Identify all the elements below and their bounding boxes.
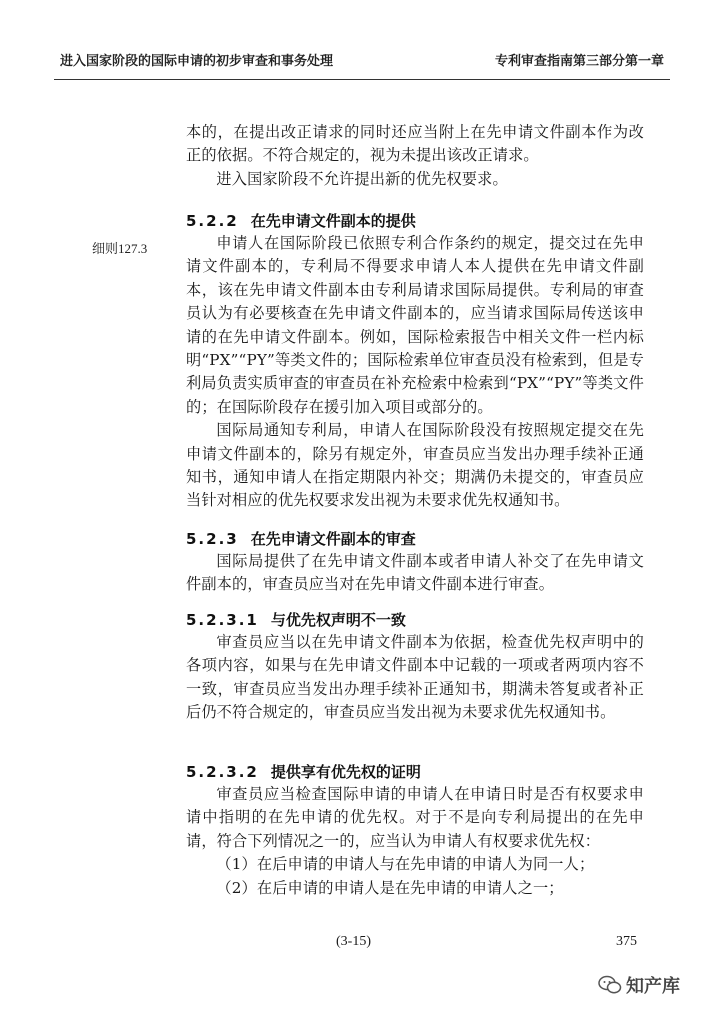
watermark [598, 972, 680, 998]
text-block-2 [186, 232, 644, 513]
section-number: 5.2.3 [186, 530, 239, 548]
paragraph: 审查员应当以在先申请文件副本为依据，检查优先权声明中的各项内容，如果与在先申请文件副本中记载的一项或者两项内容不一致，审查员应当发出办理手续补正通知书，期满未答复或者补正后仍不符合规定的，审查员应当发出视为未要求优先权通知书。 [186, 633, 644, 722]
section-heading-5-2-2 [186, 210, 416, 231]
section-title: 提供享有优先权的证明 [270, 763, 421, 781]
text-block-4 [186, 631, 644, 725]
paragraph: 国际局通知专利局，申请人在国际阶段没有按照规定提交在先申请文件副本的，除另有规定外，审查员应当发出办理手续补正通知书，通知申请人在指定期限内补交；期满仍未提交的，审查员应当针对相应的优先权要求发出视为未要求优先权通知书。 [186, 421, 644, 510]
section-number: 5.2.3.1 [186, 611, 259, 629]
section-title: 在先申请文件副本的审查 [250, 530, 416, 548]
section-heading-5-2-3-1 [186, 609, 406, 630]
text-block-3 [186, 550, 644, 597]
list-item: （1）在后申请的申请人与在先申请的申请人为同一人； [216, 855, 595, 874]
header-guide-title: 专利审查指南第三部分第一章 [494, 54, 664, 69]
section-title: 在先申请文件副本的提供 [250, 212, 416, 230]
header-chapter-title: 进入国家阶段的国际申请的初步审查和事务处理 [60, 54, 334, 69]
header-divider [54, 79, 670, 80]
paragraph: 申请人在国际阶段已依照专利合作条约的规定，提交过在先申请文件副本的，专利局不得要求申请人本人提供在先申请文件副本，该在先申请文件副本由专利局请求国际局提供。专利局的审查员认为有必要核查在先申请文件副本的，应当请求国际局传送该申请的在先申请文件副本。例如，国际检索报告中相关文件一栏内标明“PX”“PY”等类文件的；国际检索单位审查员没有检索到，但是专利局负责实质审查的审查员在补充检索中检索到“PX”“PY”等类文件的；在国际阶段存在援引加入项目或部分的。 [186, 234, 644, 416]
section-heading-5-2-3 [186, 528, 416, 549]
paragraph: 进入国家阶段不允许提出新的优先权要求。 [216, 169, 508, 188]
margin-note: 细则127.3 [92, 241, 148, 256]
page-number: 375 [616, 934, 637, 949]
list-item: （2）在后申请的申请人是在先申请的申请人之一； [216, 878, 564, 897]
section-number: 5.2.3.2 [186, 763, 259, 781]
watermark-text: 知产库 [626, 976, 680, 997]
paragraph: 国际局提供了在先申请文件副本或者申请人补交了在先申请文件副本的，审查员应当对在先申请文件副本进行审查。 [186, 552, 644, 594]
text-block-5 [186, 783, 644, 900]
section-title: 与优先权声明不一致 [270, 611, 406, 629]
wechat-icon [598, 975, 622, 995]
paragraph: 审查员应当检查国际申请的申请人在申请日时是否有权要求申请中指明的在先申请的优先权。对于不是向专利局提出的在先申请，符合下列情况之一的，应当认为申请人有权要求优先权： [186, 785, 644, 850]
section-page-label: (3-15) [336, 934, 371, 949]
section-number: 5.2.2 [186, 212, 239, 230]
section-heading-5-2-3-2 [186, 761, 421, 782]
text-block-1 [186, 121, 644, 191]
paragraph: 本的，在提出改正请求的同时还应当附上在先申请文件副本作为改正的依据。不符合规定的，视为未提出该改正请求。 [186, 123, 644, 165]
